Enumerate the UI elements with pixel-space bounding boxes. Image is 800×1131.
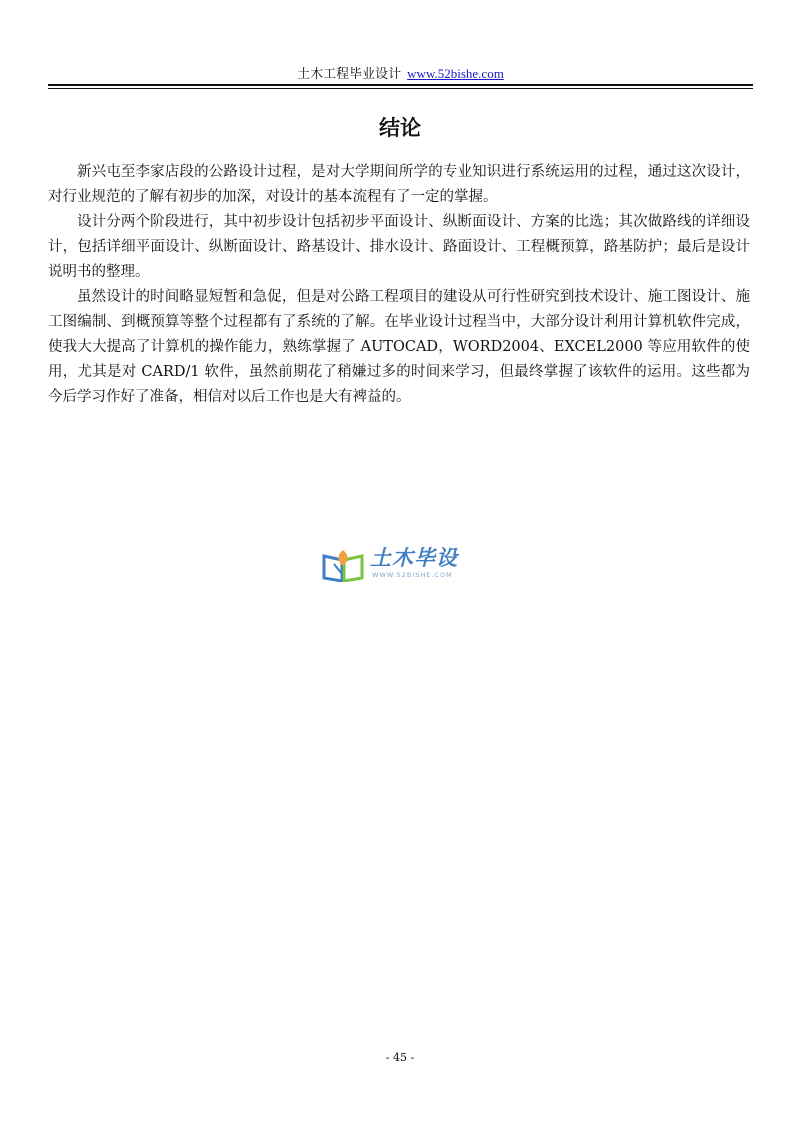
watermark-logo	[322, 546, 482, 586]
paragraph-3: 虽然设计的时间略显短暂和急促，但是对公路工程项目的建设从可行性研究到技术设计、施工图设计、施工图编制、到概预算等整个过程都有了系统的了解。在毕业设计过程当中，大部分设计利用计算机软件完成，使我大大提高了计算机的操作能力，熟练掌握了 AUTOCAD，WORD2004、EXCEL2000 等应用软件的使用，尤其是对 CARD/1 软件，虽然前期花了稍嫌过多的时间来学习，但最终掌握了该软件的运用。这些都为今后学习作好了准备，相信对以后工作也是大有裨益的。	[48, 289, 750, 405]
header-link[interactable]: www.52bishe.com	[407, 66, 504, 81]
page-number: - 45 -	[385, 1051, 415, 1064]
section-title: 结论	[379, 116, 421, 140]
open-book-icon	[322, 548, 364, 582]
header-rule-thick	[48, 84, 753, 86]
watermark-url: WWW.52BISHE.COM	[372, 571, 453, 579]
paragraph-2: 设计分两个阶段进行，其中初步设计包括初步平面设计、纵断面设计、方案的比选；其次做路线的详细设计，包括详细平面设计、纵断面设计、路基设计、排水设计、路面设计、工程概预算，路基防护；最后是设计说明书的整理。	[48, 214, 750, 280]
header-title: 土木工程毕业设计	[297, 67, 402, 82]
header-rule-thin	[48, 88, 753, 89]
body-text	[48, 160, 750, 410]
watermark-name: 土木毕设	[370, 546, 458, 570]
paragraph-1: 新兴屯至李家店段的公路设计过程，是对大学期间所学的专业知识进行系统运用的过程，通过这次设计，对行业规范的了解有初步的加深，对设计的基本流程有了一定的掌握。	[48, 164, 750, 205]
